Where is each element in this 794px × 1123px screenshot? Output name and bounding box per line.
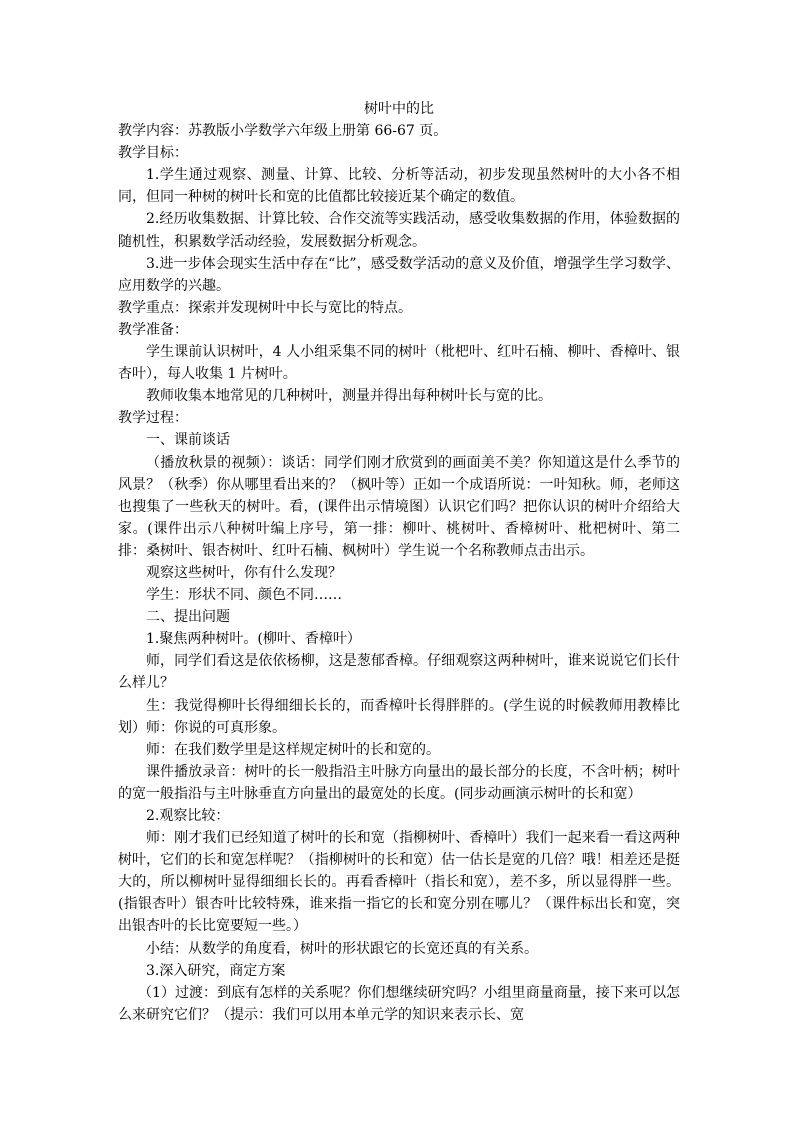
paragraph: 一、课前谈话 (146, 432, 230, 449)
paragraph: 教学目标： (118, 145, 188, 162)
paragraph: 课件播放录音：树叶的长一般指沿主叶脉方向量出的最长部分的长度，不含叶柄；树叶的宽一般指沿与主叶脉垂直方向量出的最宽处的长度。(同步动画演示树叶的长和宽） (118, 763, 680, 802)
paragraph: 师，同学们看这是依依杨柳，这是葱郁香樟。仔细观察这两种树叶，谁来说说它们长什么样儿？ (118, 653, 680, 692)
paragraph: 小结：从数学的角度看，树叶的形状跟它的长宽还真的有关系。 (146, 940, 538, 957)
paragraph: 生：我觉得柳叶长得细细长长的，而香樟叶长得胖胖的。(学生说的时候教师用教棒比划）师：你说的可真形象。 (118, 697, 680, 736)
paragraph: 师：刚才我们已经知道了树叶的长和宽（指柳树叶、香樟叶）我们一起来看一看这两种树叶，它们的长和宽怎样呢？（指柳树叶的长和宽）估一估长是宽的几倍？哦！相差还是挺大的，所以柳树叶显得细细长长的。再看香樟叶（指长和宽），差不多，所以显得胖一些。(指银杏叶）银杏叶比较特殊，谁来指一指它的长和宽分别在哪儿？（课件标出长和宽，突出银杏叶的长比宽要短一些。） (118, 830, 680, 935)
paragraph: 教学内容：苏教版小学数学六年级上册第 66-67 页。 (118, 123, 448, 140)
document-title: 树叶中的比 (364, 101, 434, 117)
document-body (118, 120, 680, 1026)
paragraph: 师：在我们数学里是这样规定树叶的长和宽的。 (146, 741, 440, 758)
paragraph: 3.进一步体会现实生活中存在“比”，感受数学活动的意义及价值，增强学生学习数学、应用数学的兴趣。 (118, 255, 680, 294)
paragraph: （1）过渡：到底有怎样的关系呢？你们想继续研究吗？小组里商量商量，接下来可以怎么来研究它们？（提示：我们可以用本单元学的知识来表示长、宽 (118, 984, 680, 1023)
paragraph: 学生：形状不同、颜色不同…… (146, 587, 342, 604)
paragraph: 观察这些树叶，你有什么发现？ (146, 564, 342, 581)
paragraph: 教学重点：探索并发现树叶中长与宽比的特点。 (118, 299, 412, 316)
paragraph: 学生课前认识树叶，4 人小组采集不同的树叶（枇杷叶、红叶石楠、柳叶、香樟叶、银杏叶），每人收集 1 片树叶。 (118, 344, 680, 383)
paragraph: 3.深入研究，商定方案 (146, 962, 286, 979)
paragraph: 1.学生通过观察、测量、计算、比较、分析等活动，初步发现虽然树叶的大小各不相同，但同一种树的树叶长和宽的比值都比较接近某个确定的数值。 (118, 167, 680, 206)
paragraph: 二、提出问题 (146, 609, 230, 626)
document-page (118, 98, 680, 1026)
paragraph: 2.观察比较： (146, 808, 230, 824)
paragraph: 教学过程： (118, 410, 188, 427)
paragraph: 1.聚焦两种树叶。(柳叶、香樟叶） (146, 631, 361, 648)
paragraph: （播放秋景的视频）：谈话：同学们刚才欣赏到的画面美不美？你知道这是什么季节的风景？（秋季）你从哪里看出来的？（枫叶等）正如一个成语所说：一叶知秋。师，老师这也搜集了一些秋天的树叶。看，(课件出示情境图）认识它们吗？把你认识的树叶介绍给大家。(课件出示八种树叶编上序号，第一排：柳叶、桃树叶、香樟树叶、枇杷树叶、第二排：桑树叶、银杏树叶、红叶石楠、枫树叶）学生说一个名称教师点击出示。 (118, 454, 680, 559)
paragraph: 教师收集本地常见的几种树叶，测量并得出每种树叶长与宽的比。 (146, 388, 552, 405)
paragraph: 教学准备： (118, 321, 188, 338)
paragraph: 2.经历收集数据、计算比较、合作交流等实践活动，感受收集数据的作用，体验数据的随机性，积累数学活动经验，发展数据分析观念。 (118, 211, 680, 250)
